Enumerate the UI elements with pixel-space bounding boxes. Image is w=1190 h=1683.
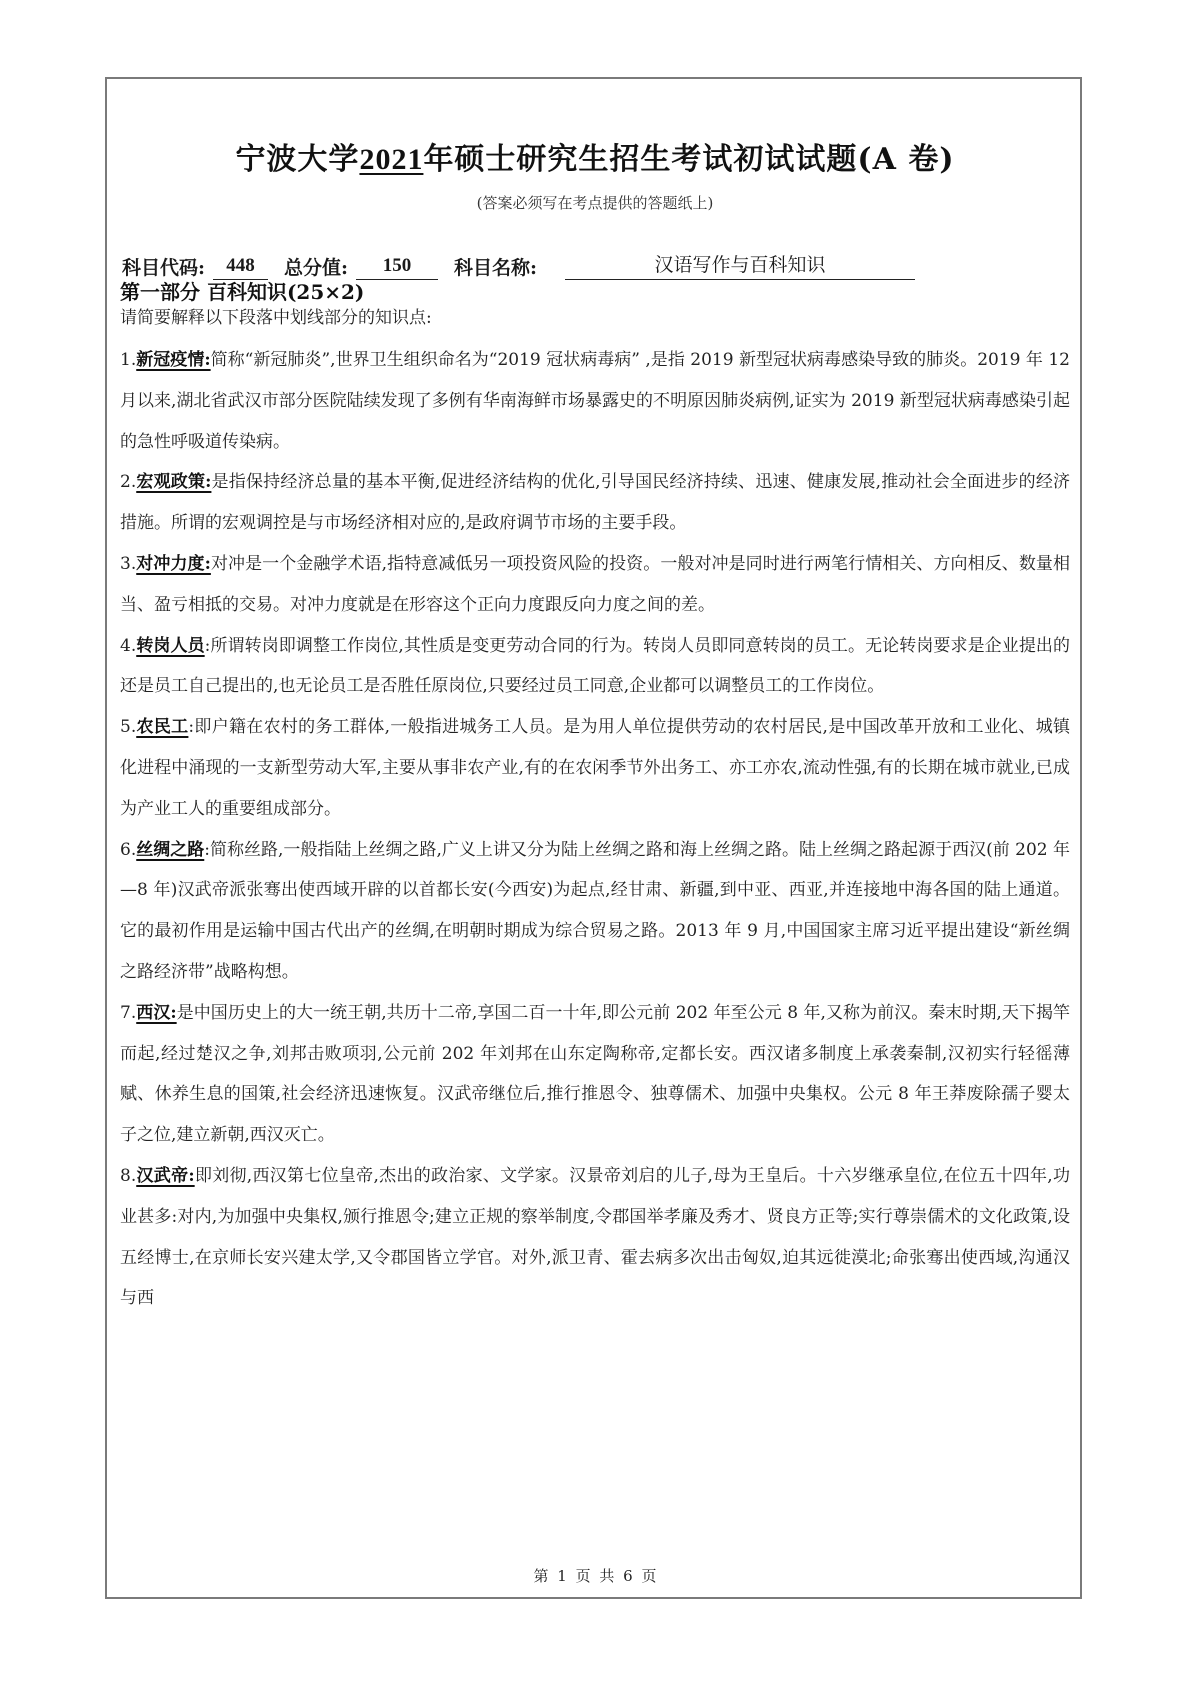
total-score-value: 150 bbox=[356, 255, 438, 280]
item-text: 对冲是一个金融学术语,指特意减低另一项投资风险的投资。一般对冲是同时进行两笔行情相关、方向相反、数量相当、盈亏相抵的交易。对冲力度就是在形容这个正向力度跟反向力度之间的差。 bbox=[120, 553, 1070, 615]
page-number-footer: 第 1 页 共 6 页 bbox=[533, 1567, 657, 1585]
title-year: 2021 bbox=[359, 143, 424, 176]
item-term: 西汉: bbox=[136, 1002, 177, 1023]
item-term: 新冠疫情: bbox=[136, 350, 211, 370]
item-text: :所谓转岗即调整工作岗位,其性质是变更劳动合同的行为。转岗人员即同意转岗的员工。无论转岗要求是企业提出的还是员工自己提出的,也无论员工是否胜任原岗位,只要经过员工同意,企业都可以调整员工的工作岗位。 bbox=[120, 635, 1070, 697]
subject-name-label: 科目名称: bbox=[454, 257, 538, 279]
question-item bbox=[120, 993, 1070, 1156]
item-number: 1. bbox=[120, 350, 137, 370]
item-text: 是中国历史上的大一统王朝,共历十二帝,享国二百一十年,即公元前 202 年至公元 8 年,又称为前汉。秦末时期,天下揭竿而起,经过楚汉之争,刘邦击败项羽,公元前 202 年刘邦在山东定陶称帝,定都长安。西汉诸多制度上承袭秦制,汉初实行轻徭薄赋、休养生息的国策,社会经济迅速恢复。汉武帝继位后,推行推恩令、独尊儒术、加强中央集权。公元 8 年王莽废除孺子婴太子之位,建立新朝,西汉灭亡。 bbox=[120, 1002, 1070, 1146]
item-text: :即户籍在农村的务工群体,一般指进城务工人员。是为用人单位提供劳动的农村居民,是中国改革开放和工业化、城镇化进程中涌现的一支新型劳动大军,主要从事非农产业,有的在农闲季节外出务工、亦工亦农,流动性强,有的长期在城市就业,已成为产业工人的重要组成部分。 bbox=[120, 717, 1070, 819]
subject-name-value: 汉语写作与百科知识 bbox=[565, 250, 915, 280]
question-item bbox=[120, 340, 1070, 462]
title-prefix: 宁波大学 bbox=[235, 142, 360, 177]
item-text: 是指保持经济总量的基本平衡,促进经济结构的优化,引导国民经济持续、迅速、健康发展,推动社会全面进步的经济措施。所谓的宏观调控是与市场经济相对应的,是政府调节市场的主要手段。 bbox=[120, 472, 1070, 534]
question-item bbox=[120, 462, 1070, 544]
item-term: 丝绸之路 bbox=[136, 839, 205, 860]
question-item bbox=[120, 830, 1070, 993]
item-text: :简称丝路,一般指陆上丝绸之路,广义上讲又分为陆上丝绸之路和海上丝绸之路。陆上丝绸之路起源于西汉(前 202 年—8 年)汉武帝派张骞出使西域开辟的以首都长安(今西安)为起点,经甘肃、新疆,到中亚、西亚,并连接地中海各国的陆上通道。它的最初作用是运输中国古代出产的丝绸,在明朝时期成为综合贸易之路。2013 年 9 月,中国国家主席习近平提出建设“新丝绸之路经济带”战略构想。 bbox=[120, 839, 1070, 982]
item-text: 简称“新冠肺炎”,世界卫生组织命名为“2019 冠状病毒病” ,是指 2019 新型冠状病毒感染导致的肺炎。2019 年 12 月以来,湖北省武汉市部分医院陆续发现了多例有华南海鲜市场暴露史的不明原因肺炎病例,证实为 2019 新型冠状病毒感染引起的急性呼吸道传染病。 bbox=[120, 350, 1071, 452]
item-number: 6. bbox=[120, 839, 137, 860]
item-number: 3. bbox=[120, 553, 137, 574]
question-item bbox=[120, 544, 1070, 626]
exam-subtitle: (答案必须写在考点提供的答题纸上) bbox=[476, 194, 714, 212]
question-item bbox=[120, 1156, 1070, 1319]
item-number: 2. bbox=[120, 472, 137, 493]
subject-code-value: 448 bbox=[213, 255, 268, 280]
item-term: 宏观政策: bbox=[136, 472, 212, 493]
subject-code-label: 科目代码: bbox=[122, 257, 206, 279]
item-number: 4. bbox=[120, 635, 137, 656]
question-list bbox=[120, 340, 1070, 1319]
part-heading: 第一部分 百科知识(25×2) bbox=[120, 280, 365, 304]
item-number: 7. bbox=[120, 1002, 137, 1023]
item-term: 转岗人员 bbox=[136, 635, 205, 656]
title-suffix: 年硕士研究生招生考试初试试题(A 卷) bbox=[423, 142, 955, 177]
exam-title bbox=[0, 134, 1190, 178]
item-number: 8. bbox=[120, 1165, 137, 1186]
item-text: 即刘彻,西汉第七位皇帝,杰出的政治家、文学家。汉景帝刘启的儿子,母为王皇后。十六岁继承皇位,在位五十四年,功业甚多:对内,为加强中央集权,颁行推恩令;建立正规的察举制度,令郡国举孝廉及秀才、贤良方正等;实行尊崇儒术的文化政策,设五经博士,在京师长安兴建太学,又令郡国皆立学官。对外,派卫青、霍去病多次出击匈奴,迫其远徙漠北;命张骞出使西域,沟通汉与西 bbox=[120, 1165, 1070, 1309]
item-term: 对冲力度: bbox=[136, 553, 211, 574]
question-item bbox=[120, 707, 1070, 829]
question-item bbox=[120, 626, 1070, 708]
item-term: 汉武帝: bbox=[136, 1165, 195, 1186]
item-number: 5. bbox=[120, 717, 137, 738]
item-term: 农民工 bbox=[136, 717, 189, 738]
total-score-label: 总分值: bbox=[284, 257, 349, 279]
part-instruction: 请简要解释以下段落中划线部分的知识点: bbox=[120, 308, 432, 328]
